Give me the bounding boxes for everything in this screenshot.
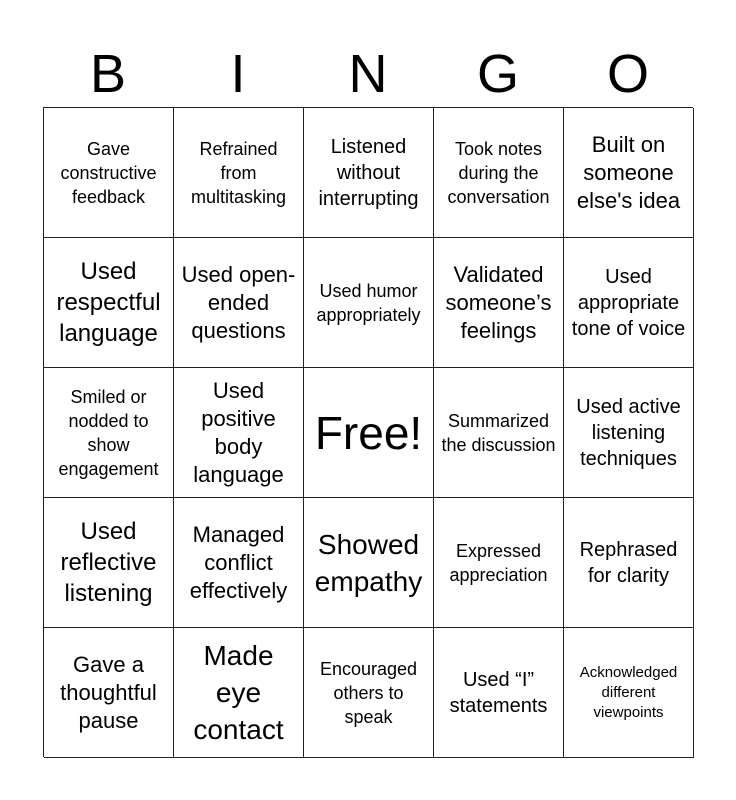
bingo-board — [43, 107, 693, 757]
cell-label: Gave a thoughtful pause — [60, 651, 157, 733]
cell-label: Encouraged others to speak — [319, 658, 418, 727]
bingo-cell[interactable] — [44, 628, 174, 758]
bingo-cell[interactable] — [44, 498, 174, 628]
cell-label: Made eye contact — [193, 640, 284, 745]
cell-label: Summarized the discussion — [441, 410, 556, 455]
bingo-cell[interactable] — [174, 498, 304, 628]
cell-label: Acknowledged different viewpoints — [579, 663, 678, 721]
bingo-header — [43, 40, 693, 108]
cell-label: Used humor appropriately — [316, 280, 421, 325]
bingo-cell[interactable] — [174, 238, 304, 368]
header-letter-o: O — [606, 44, 649, 104]
bingo-cell[interactable] — [304, 498, 434, 628]
bingo-cell[interactable] — [434, 238, 564, 368]
bingo-cell[interactable] — [434, 108, 564, 238]
bingo-cell[interactable] — [304, 238, 434, 368]
bingo-cell[interactable] — [44, 108, 174, 238]
header-letter-i: I — [230, 44, 246, 104]
bingo-cell[interactable] — [564, 238, 694, 368]
header-letter-n: N — [348, 44, 388, 104]
bingo-cell[interactable] — [564, 498, 694, 628]
cell-label: Used positive body language — [193, 377, 284, 487]
cell-label: Smiled or nodded to show engagement — [58, 386, 159, 479]
bingo-cell[interactable] — [564, 368, 694, 498]
bingo-cell[interactable] — [304, 628, 434, 758]
bingo-cell[interactable] — [434, 628, 564, 758]
cell-label: Rephrased for clarity — [579, 538, 678, 587]
free-space[interactable] — [304, 368, 434, 498]
bingo-cell[interactable] — [564, 628, 694, 758]
cell-label: Validated someone’s feelings — [445, 261, 552, 343]
cell-label: Refrained from multitasking — [190, 138, 287, 207]
cell-label: Showed empathy — [314, 528, 423, 597]
bingo-cell[interactable] — [174, 108, 304, 238]
bingo-cell[interactable] — [174, 628, 304, 758]
bingo-cell[interactable] — [174, 368, 304, 498]
bingo-cell[interactable] — [304, 108, 434, 238]
bingo-cell[interactable] — [434, 368, 564, 498]
bingo-cell[interactable] — [434, 498, 564, 628]
cell-label: Used appropriate tone of voice — [571, 265, 686, 340]
cell-label: Expressed appreciation — [449, 540, 548, 585]
cell-label: Used “I” statements — [449, 668, 548, 717]
cell-label: Used active listening techniques — [576, 395, 681, 470]
cell-label: Managed conflict effectively — [189, 521, 288, 603]
cell-label: Took notes during the conversation — [447, 138, 550, 207]
cell-label: Listened without interrupting — [318, 135, 419, 210]
cell-label: Gave constructive feedback — [60, 138, 157, 207]
header-letter-g: G — [476, 44, 519, 104]
bingo-cell[interactable] — [44, 238, 174, 368]
bingo-cell[interactable] — [44, 368, 174, 498]
cell-label: Used open-ended questions — [181, 261, 296, 343]
header-letter-b: B — [89, 44, 127, 104]
bingo-cell[interactable] — [564, 108, 694, 238]
free-space-label: Free! — [314, 406, 423, 459]
cell-label: Used reflective listening — [60, 518, 157, 607]
cell-label: Used respectful language — [56, 258, 161, 347]
cell-label: Built on someone else's idea — [576, 131, 681, 213]
